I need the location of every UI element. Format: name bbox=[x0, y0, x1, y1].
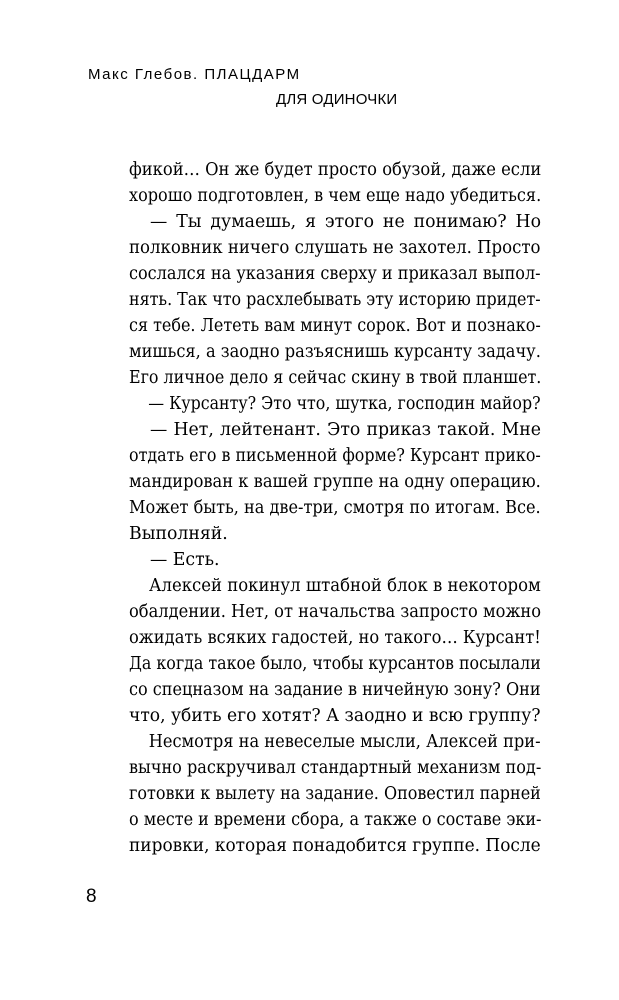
text-line: — Есть. bbox=[150, 550, 220, 570]
text-line: о месте и времени сбора, а также о составе эки- bbox=[129, 810, 542, 830]
text-line: — Нет, лейтенант. Это приказ такой. Мне bbox=[150, 420, 541, 440]
text-line: ся тебе. Лететь вам минут сорок. Вот и познако- bbox=[129, 316, 541, 336]
text-line: — Ты думаешь, я этого не понимаю? Но bbox=[150, 212, 541, 232]
text-line: мандирован к вашей группе на одну операцию. bbox=[129, 472, 541, 492]
text-line: со спецназом на задание в ничейную зону? Они bbox=[129, 680, 541, 700]
text-line: Да когда такое было, чтобы курсантов посылали bbox=[129, 654, 541, 674]
text-line: готовки к вылету на задание. Оповестил парней bbox=[129, 784, 541, 804]
text-line: полковник ничего слушать не захотел. Просто bbox=[129, 238, 541, 258]
text-line: нять. Так что расхлебывать эту историю придет- bbox=[129, 290, 541, 310]
text-line: хорошо подготовлен, в чем еще надо убедиться. bbox=[129, 186, 542, 206]
text-line: обалдении. Нет, от начальства запросто можно bbox=[129, 602, 542, 622]
text-line: мишься, а заодно разъяснишь курсанту задачу. bbox=[129, 342, 541, 362]
running-header-author-title: Макс Глебов. ПЛАЦДАРМ bbox=[88, 66, 301, 83]
text-line: ожидать всяких гадостей, но такого… Курсант! bbox=[129, 628, 541, 648]
text-line: Алексей покинул штабной блок в некотором bbox=[149, 576, 541, 596]
running-header-series: ДЛЯ ОДИНОЧКИ bbox=[276, 91, 398, 108]
page-number: 8 bbox=[86, 886, 97, 907]
text-line: что, убить его хотят? А заодно и всю группу? bbox=[129, 706, 541, 726]
text-line: Несмотря на невеселые мысли, Алексей при- bbox=[148, 732, 541, 752]
body-text bbox=[129, 157, 541, 859]
text-line: Его личное дело я сейчас скину в твой планшет. bbox=[129, 368, 542, 388]
text-line: вычно раскручивал стандартный механизм под- bbox=[129, 758, 542, 778]
text-line: пировки, которая понадобится группе. После bbox=[129, 836, 541, 856]
text-line: — Курсанту? Это что, шутка, господин майор? bbox=[148, 394, 541, 414]
text-line: сослался на указания сверху и приказал выпол- bbox=[129, 264, 541, 284]
text-line: фикой… Он же будет просто обузой, даже если bbox=[129, 160, 542, 180]
text-line: отдать его в письменной форме? Курсант прико- bbox=[129, 446, 541, 466]
text-line: Выполняй. bbox=[129, 524, 228, 544]
text-line: Может быть, на две-три, смотря по итогам. Все. bbox=[129, 498, 541, 518]
